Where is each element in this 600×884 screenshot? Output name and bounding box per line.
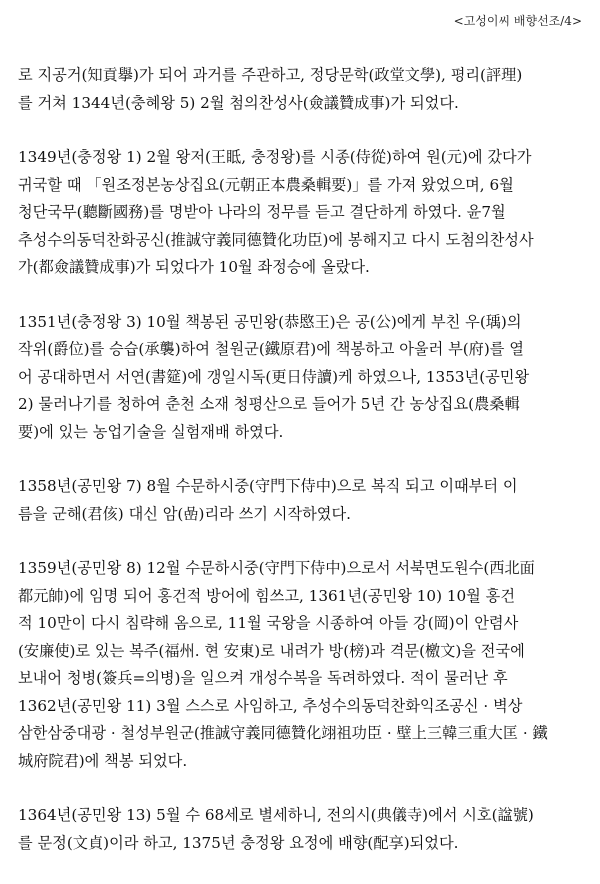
text-line: 로 지공거(知貢擧)가 되어 과거를 주관하고, 정당문학(政堂文學), 평리(評理) <box>18 66 523 84</box>
paragraph-4 <box>18 473 580 528</box>
text-line: 를 거쳐 1344년(충혜왕 5) 2월 첨의찬성사(僉議贊成事)가 되었다. <box>18 93 459 112</box>
paragraph-6 <box>18 802 580 857</box>
document-body <box>18 62 580 884</box>
text-line: 추성수의동덕찬화공신(推誠守義同德贊化功臣)에 봉해지고 다시 도첨의찬성사 <box>18 230 534 249</box>
page-header: <고성이씨 배향선조/4> <box>453 14 582 28</box>
text-line: 름을 군해(君侅) 대신 암(嵒)리라 쓰기 시작하였다. <box>18 504 351 523</box>
paragraph-3 <box>18 309 580 447</box>
text-line: 城府院君)에 책봉 되었다. <box>18 751 188 770</box>
text-line: 적 10만이 다시 침략해 옴으로, 11월 국왕을 시종하여 아들 강(岡)이 안렴사 <box>18 614 519 632</box>
paragraph-1 <box>18 62 580 117</box>
text-line: 삼한삼중대광 · 철성부원군(推誠守義同德贊化翊祖功臣 · 壁上三韓三重大匡 · 鐵 <box>18 724 548 742</box>
text-line: 귀국할 때 「원조정본농상집요(元朝正本農桑輯要)」를 가져 왔었으며, 6월 <box>18 175 514 194</box>
text-line: 를 문정(文貞)이라 하고, 1375년 충정왕 요정에 배향(配享)되었다. <box>18 833 459 852</box>
text-line: 가(都僉議贊成事)가 되었다가 10월 좌정승에 올랐다. <box>18 258 370 276</box>
text-line: 1359년(공민왕 8) 12월 수문하시중(守門下侍中)으로서 서북면도원수(西北面 <box>18 559 535 577</box>
text-line: 보내어 청병(簽兵=의병)을 일으켜 개성수복을 독려하였다. 적이 물러난 후 <box>18 669 508 687</box>
text-line: 어 공대하면서 서연(書筵)에 갱일시독(更日侍讀)케 하였으나, 1353년(공민왕 <box>18 367 530 386</box>
text-line: 1358년(공민왕 7) 8월 수문하시중(守門下侍中)으로 복직 되고 이때부터 이 <box>18 477 518 495</box>
text-line: 1364년(공민왕 13) 5월 수 68세로 별세하니, 전의시(典儀寺)에서 시호(諡號) <box>18 806 534 824</box>
text-line: 要)에 있는 농업기술을 실험재배 하였다. <box>18 422 284 441</box>
text-line: 2) 물러나기를 청하여 춘천 소재 청평산으로 들어가 5년 간 농상집요(農桑輯 <box>18 395 520 413</box>
text-line: 1362년(공민왕 11) 3월 스스로 사임하고, 추성수의동덕찬화익조공신 · 벽상 <box>18 696 523 715</box>
text-line: 작위(爵位)를 승습(承襲)하여 철원군(鐵原君)에 책봉하고 아울러 부(府)를 열 <box>18 340 524 358</box>
paragraph-2 <box>18 144 580 282</box>
text-line: 都元帥)에 임명 되어 홍건적 방어에 힘쓰고, 1361년(공민왕 10) 10월 홍건 <box>18 586 516 605</box>
text-line: 1349년(충정왕 1) 2월 왕저(王眡, 충정왕)를 시종(侍從)하여 원(元)에 갔다가 <box>18 148 532 166</box>
text-line: 1351년(충정왕 3) 10월 책봉된 공민왕(恭愍王)은 공(公)에게 부친 우(瑀)의 <box>18 312 522 331</box>
text-line: 청단국무(聽斷國務)를 명받아 나라의 정무를 듣고 결단하게 하였다. 윤7월 <box>18 203 506 221</box>
paragraph-5 <box>18 555 580 775</box>
text-line: (安廉使)로 있는 복주(福州. 현 安東)로 내려가 방(榜)과 격문(檄文)을 전국에 <box>18 641 525 660</box>
